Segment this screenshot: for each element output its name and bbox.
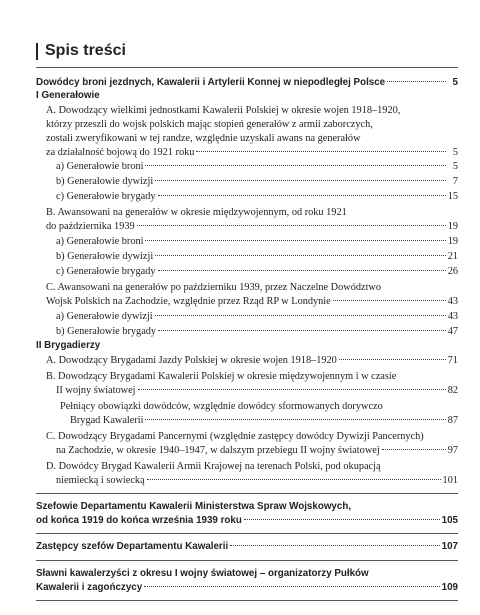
dot-leader: [145, 165, 446, 166]
toc-subentry-title: c) Generałowie brygady: [56, 266, 156, 277]
dot-leader: [158, 195, 446, 196]
toc-heading-generalowie: I Generałowie: [36, 90, 100, 101]
toc-page-number: 5: [452, 77, 458, 88]
toc-subentry[interactable]: [56, 310, 458, 324]
toc-subentry-title: Brygad Kawalerii: [70, 415, 144, 426]
toc-entry-title: Dowódcy broni jezdnych, Kawalerii i Artylerii Konnej w niepodległej Polsce: [36, 77, 386, 88]
toc-subentry[interactable]: [56, 160, 458, 174]
toc-page-number: 87: [447, 415, 458, 426]
toc-entry-title: za działalność bojową do 1921 roku: [46, 147, 195, 158]
header-accent-bar: [36, 43, 38, 60]
toc-entry-dowodcy-broni[interactable]: [36, 76, 458, 90]
toc-entry-text: B. Awansowani na generałów w okresie międzywojennym, od roku 1921: [46, 207, 347, 218]
toc-page-number: 15: [447, 191, 458, 202]
toc-subentry[interactable]: [56, 325, 458, 339]
toc-entry-text: D. Dowódcy Brygad Kawalerii Armii Krajowej na terenach Polski, pod okupacją: [46, 461, 381, 472]
toc-entry-title: Wojsk Polskich na Zachodzie, względnie przez Rząd RP w Londynie: [46, 296, 331, 307]
dot-leader: [145, 240, 445, 241]
toc-entry-title: Kawalerii i zagończycy: [36, 582, 143, 593]
dot-leader: [158, 330, 446, 331]
dot-leader: [382, 449, 446, 450]
dot-leader: [387, 81, 446, 82]
toc-entry-I-B[interactable]: [46, 220, 458, 234]
dot-leader: [147, 479, 441, 480]
dot-leader: [144, 586, 439, 587]
toc-entry-title: A. Dowodzący Brygadami Jazdy Polskiej w okresie wojen 1918–1920: [46, 355, 337, 366]
toc-entry-title: Zastępcy szefów Departamentu Kawalerii: [36, 541, 229, 552]
dot-leader: [155, 315, 446, 316]
dot-leader: [155, 255, 445, 256]
toc-page-number: 71: [447, 355, 458, 366]
toc-page-number: 105: [441, 515, 458, 526]
dot-leader: [138, 389, 446, 390]
toc-entry-text: B. Dowodzący Brygadami Kawalerii Polskiej w okresie międzywojennym i w czasie: [46, 371, 397, 382]
dot-leader: [155, 180, 446, 181]
toc-entry-text: którzy przeszli do wojsk polskich mając stopień generałów z armii zaborczych,: [46, 119, 373, 130]
section-divider: [36, 600, 458, 601]
toc-subentry[interactable]: [56, 250, 458, 264]
toc-subentry-title: c) Generałowie brygady: [56, 191, 156, 202]
dot-leader: [158, 270, 446, 271]
toc-page-number: 97: [447, 445, 458, 456]
dot-leader: [145, 419, 445, 420]
toc-subentry-title: b) Generałowie dywizji: [56, 251, 154, 262]
dot-leader: [333, 300, 446, 301]
toc-entry-II-C[interactable]: [46, 444, 458, 458]
toc-header: [36, 42, 126, 60]
toc-page-number: 47: [447, 326, 458, 337]
toc-entry-text: Szefowie Departamentu Kawalerii Ministerstwa Spraw Wojskowych,: [36, 501, 352, 512]
toc-page-number: 43: [447, 296, 458, 307]
dot-leader: [244, 519, 440, 520]
toc-entry-title: II wojny światowej: [56, 385, 136, 396]
toc-subentry[interactable]: [60, 414, 458, 428]
toc-subentry[interactable]: [56, 265, 458, 279]
toc-page-number: 82: [447, 385, 458, 396]
toc-entry-zastepcy[interactable]: [36, 540, 458, 554]
toc-page-number: 19: [447, 236, 458, 247]
toc-subentry-title: a) Generałowie dywizji: [56, 311, 153, 322]
toc-page-number: 7: [452, 176, 458, 187]
toc-page-number: 21: [447, 251, 458, 262]
toc-page-number: 109: [441, 582, 458, 593]
toc-entry-text: A. Dowodzący wielkimi jednostkami Kawalerii Polskiej w okresie wojen 1918–1920,: [46, 105, 401, 116]
toc-subentry[interactable]: [56, 175, 458, 189]
toc-subentry-title: a) Generałowie broni: [56, 236, 144, 247]
dot-leader: [339, 359, 446, 360]
toc-subentry-title: b) Generałowie dywizji: [56, 176, 154, 187]
toc-entry-text: Pełniący obowiązki dowódców, względnie dowódcy sformowanych dorywczo: [60, 401, 383, 412]
toc-page-number: 101: [442, 475, 458, 486]
toc-entry-title: do października 1939: [46, 221, 135, 232]
toc-page-number: 43: [447, 311, 458, 322]
toc-entry-szefowie[interactable]: [36, 514, 458, 528]
section-divider: [36, 560, 458, 561]
dot-leader: [137, 225, 446, 226]
toc-entry-II-D[interactable]: [46, 474, 458, 488]
toc-entry-title: od końca 1919 do końca września 1939 roku: [36, 515, 242, 526]
toc-subentry-title: a) Generałowie broni: [56, 161, 144, 172]
toc-page-number: 26: [447, 266, 458, 277]
toc-entry-II-B[interactable]: [46, 384, 458, 398]
toc-entry-title: niemiecką i sowiecką: [56, 475, 145, 486]
toc-page-number: 107: [441, 541, 458, 552]
toc-entry-text: C. Dowodzący Brygadami Pancernymi (względnie zastępcy dowódcy Dywizji Pancernych): [46, 431, 424, 442]
section-divider: [36, 67, 458, 68]
toc-subentry[interactable]: [56, 235, 458, 249]
toc-entry-I-A[interactable]: [46, 146, 458, 160]
toc-entry-text: zostali zweryfikowani w tej randze, względnie uzyskali awans na generałów: [46, 133, 361, 144]
toc-entry-title: na Zachodzie, w okresie 1940–1947, w dalszym przebiegu II wojny światowej: [56, 445, 380, 456]
toc-page-number: 19: [447, 221, 458, 232]
toc-entry-text: Sławni kawalerzyści z okresu I wojny światowej – organizatorzy Pułków: [36, 568, 369, 579]
toc-subentry[interactable]: [56, 190, 458, 204]
toc-entry-slawni[interactable]: [36, 581, 458, 595]
page-title: Spis treści: [45, 42, 126, 59]
toc-subentry-title: b) Generałowie brygady: [56, 326, 157, 337]
section-divider: [36, 493, 458, 494]
toc-heading-brygadierzy: II Brygadierzy: [36, 340, 101, 351]
toc-entry-II-A[interactable]: [46, 354, 458, 368]
toc-page-number: 5: [452, 161, 458, 172]
toc-entry-I-C[interactable]: [46, 295, 458, 309]
section-divider: [36, 533, 458, 534]
dot-leader: [196, 151, 446, 152]
dot-leader: [230, 545, 439, 546]
toc-page-number: 5: [452, 147, 458, 158]
toc-entry-text: C. Awansowani na generałów po październiku 1939, przez Naczelne Dowództwo: [46, 282, 382, 293]
